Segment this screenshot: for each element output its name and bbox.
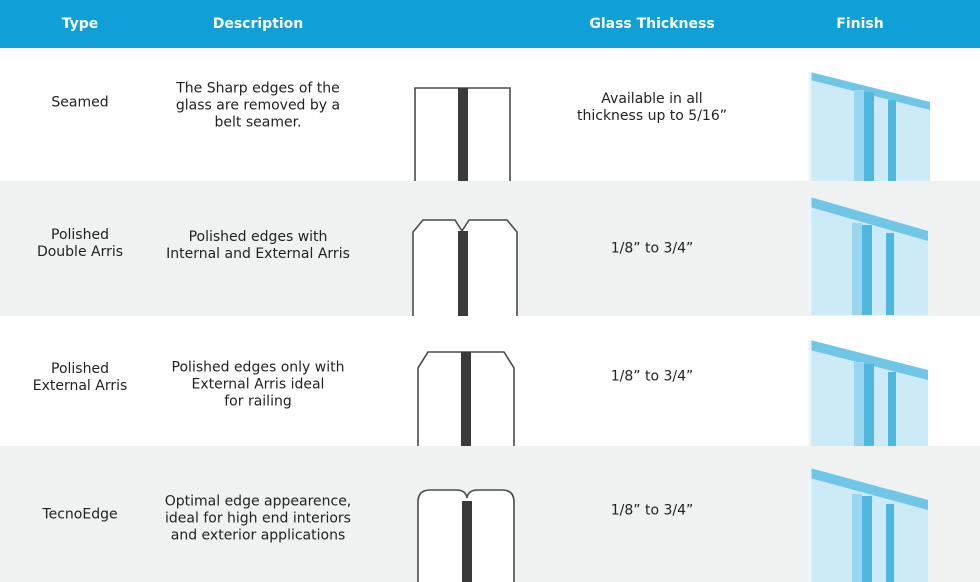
type-cell: TecnoEdge <box>42 506 118 523</box>
tecnoedge-edge-profile-icon <box>414 488 520 582</box>
thickness-cell: 1/8” to 3/4” <box>610 502 694 519</box>
table-row-external-arris <box>0 316 980 446</box>
description-cell: The Sharp edges of the glass are removed by a belt seamer. <box>175 80 341 131</box>
header-description: Description <box>212 16 304 32</box>
description-cell: Optimal edge appearence, ideal for high end interiors and exterior applications <box>164 493 352 544</box>
type-cell: Seamed <box>51 94 109 111</box>
double-arris-glass-finish-icon <box>806 195 932 315</box>
double-arris-edge-profile-icon <box>410 217 520 316</box>
seamed-edge-profile-icon <box>412 86 514 181</box>
table-row-double-arris <box>0 181 980 316</box>
table-row-tecnoedge <box>0 446 980 582</box>
description-cell: Polished edges only with External Arris ideal for railing <box>171 359 345 410</box>
tecnoedge-glass-finish-icon <box>806 466 932 582</box>
header-glass-thickness: Glass Thickness <box>589 16 715 32</box>
type-cell: Polished Double Arris <box>36 227 124 260</box>
type-cell: Polished External Arris <box>32 361 128 394</box>
thickness-cell: 1/8” to 3/4” <box>610 240 694 257</box>
table-row-seamed <box>0 48 980 181</box>
thickness-cell: 1/8” to 3/4” <box>610 368 694 385</box>
thickness-cell: Available in all thickness up to 5/16” <box>577 91 727 124</box>
external-arris-edge-profile-icon <box>414 350 518 446</box>
header-finish: Finish <box>836 16 884 32</box>
table-header <box>0 0 980 48</box>
seamed-glass-finish-icon <box>806 70 932 182</box>
description-cell: Polished edges with Internal and External Arris <box>166 229 350 262</box>
external-arris-glass-finish-icon <box>806 338 932 446</box>
header-type: Type <box>61 16 99 32</box>
